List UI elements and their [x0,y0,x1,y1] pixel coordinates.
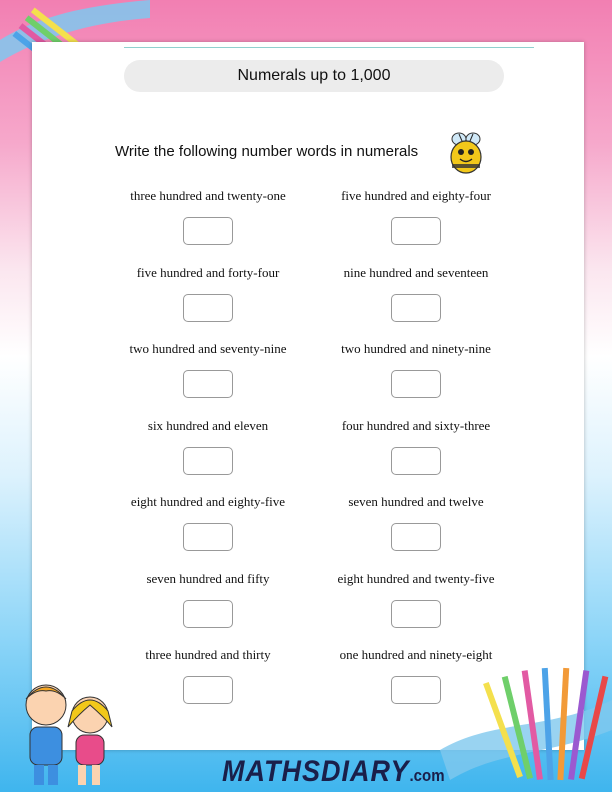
number-word-label: seven hundred and fifty [146,570,270,586]
answer-box[interactable] [183,523,233,551]
number-word-label: two hundred and ninety-nine [341,341,491,356]
answer-box[interactable] [391,676,441,704]
number-word-label: five hundred and forty-four [136,264,280,280]
number-word-item [103,494,313,551]
answer-box[interactable] [391,217,441,245]
children-illustration [8,675,133,792]
number-word-item [311,571,521,628]
number-word-item [311,418,521,475]
number-word-label: four hundred and sixty-three [341,417,491,433]
site-logo: MATHSDIARY.com [222,754,445,788]
number-word-item [103,341,313,398]
answer-box[interactable] [391,523,441,551]
number-word-label: five hundred and eighty-four [341,188,491,203]
number-word-item [311,341,521,398]
pencils-decoration-bottom [440,660,612,792]
number-word-item [311,494,521,551]
number-word-item [311,188,521,245]
number-word-label: nine hundred and seventeen [343,264,489,280]
number-word-label: three hundred and twenty-one [130,188,286,203]
answer-box[interactable] [183,217,233,245]
number-word-item [103,571,313,628]
instruction-text: Write the following number words in numerals [115,143,419,160]
answer-box[interactable] [391,447,441,475]
answer-box[interactable] [391,600,441,628]
number-word-label: eight hundred and eighty-five [130,494,286,509]
number-word-label: one hundred and ninety-eight [339,647,493,662]
answer-box[interactable] [183,447,233,475]
answer-box[interactable] [183,370,233,398]
number-word-label: three hundred and thirty [145,647,271,662]
page-title: Numerals up to 1,000 [124,60,504,92]
answer-box[interactable] [183,294,233,322]
number-word-item [311,265,521,322]
number-word-label: seven hundred and twelve [348,494,484,509]
number-word-item [103,188,313,245]
number-word-item [103,265,313,322]
number-word-label: eight hundred and twenty-five [337,570,495,586]
number-word-item [103,418,313,475]
number-word-label: six hundred and eleven [147,417,269,433]
number-word-item [103,647,313,704]
items-grid [32,42,584,750]
answer-box[interactable] [183,676,233,704]
number-word-label: two hundred and seventy-nine [129,341,287,356]
answer-box[interactable] [391,294,441,322]
answer-box[interactable] [391,370,441,398]
answer-box[interactable] [183,600,233,628]
worksheet-page [32,42,584,750]
